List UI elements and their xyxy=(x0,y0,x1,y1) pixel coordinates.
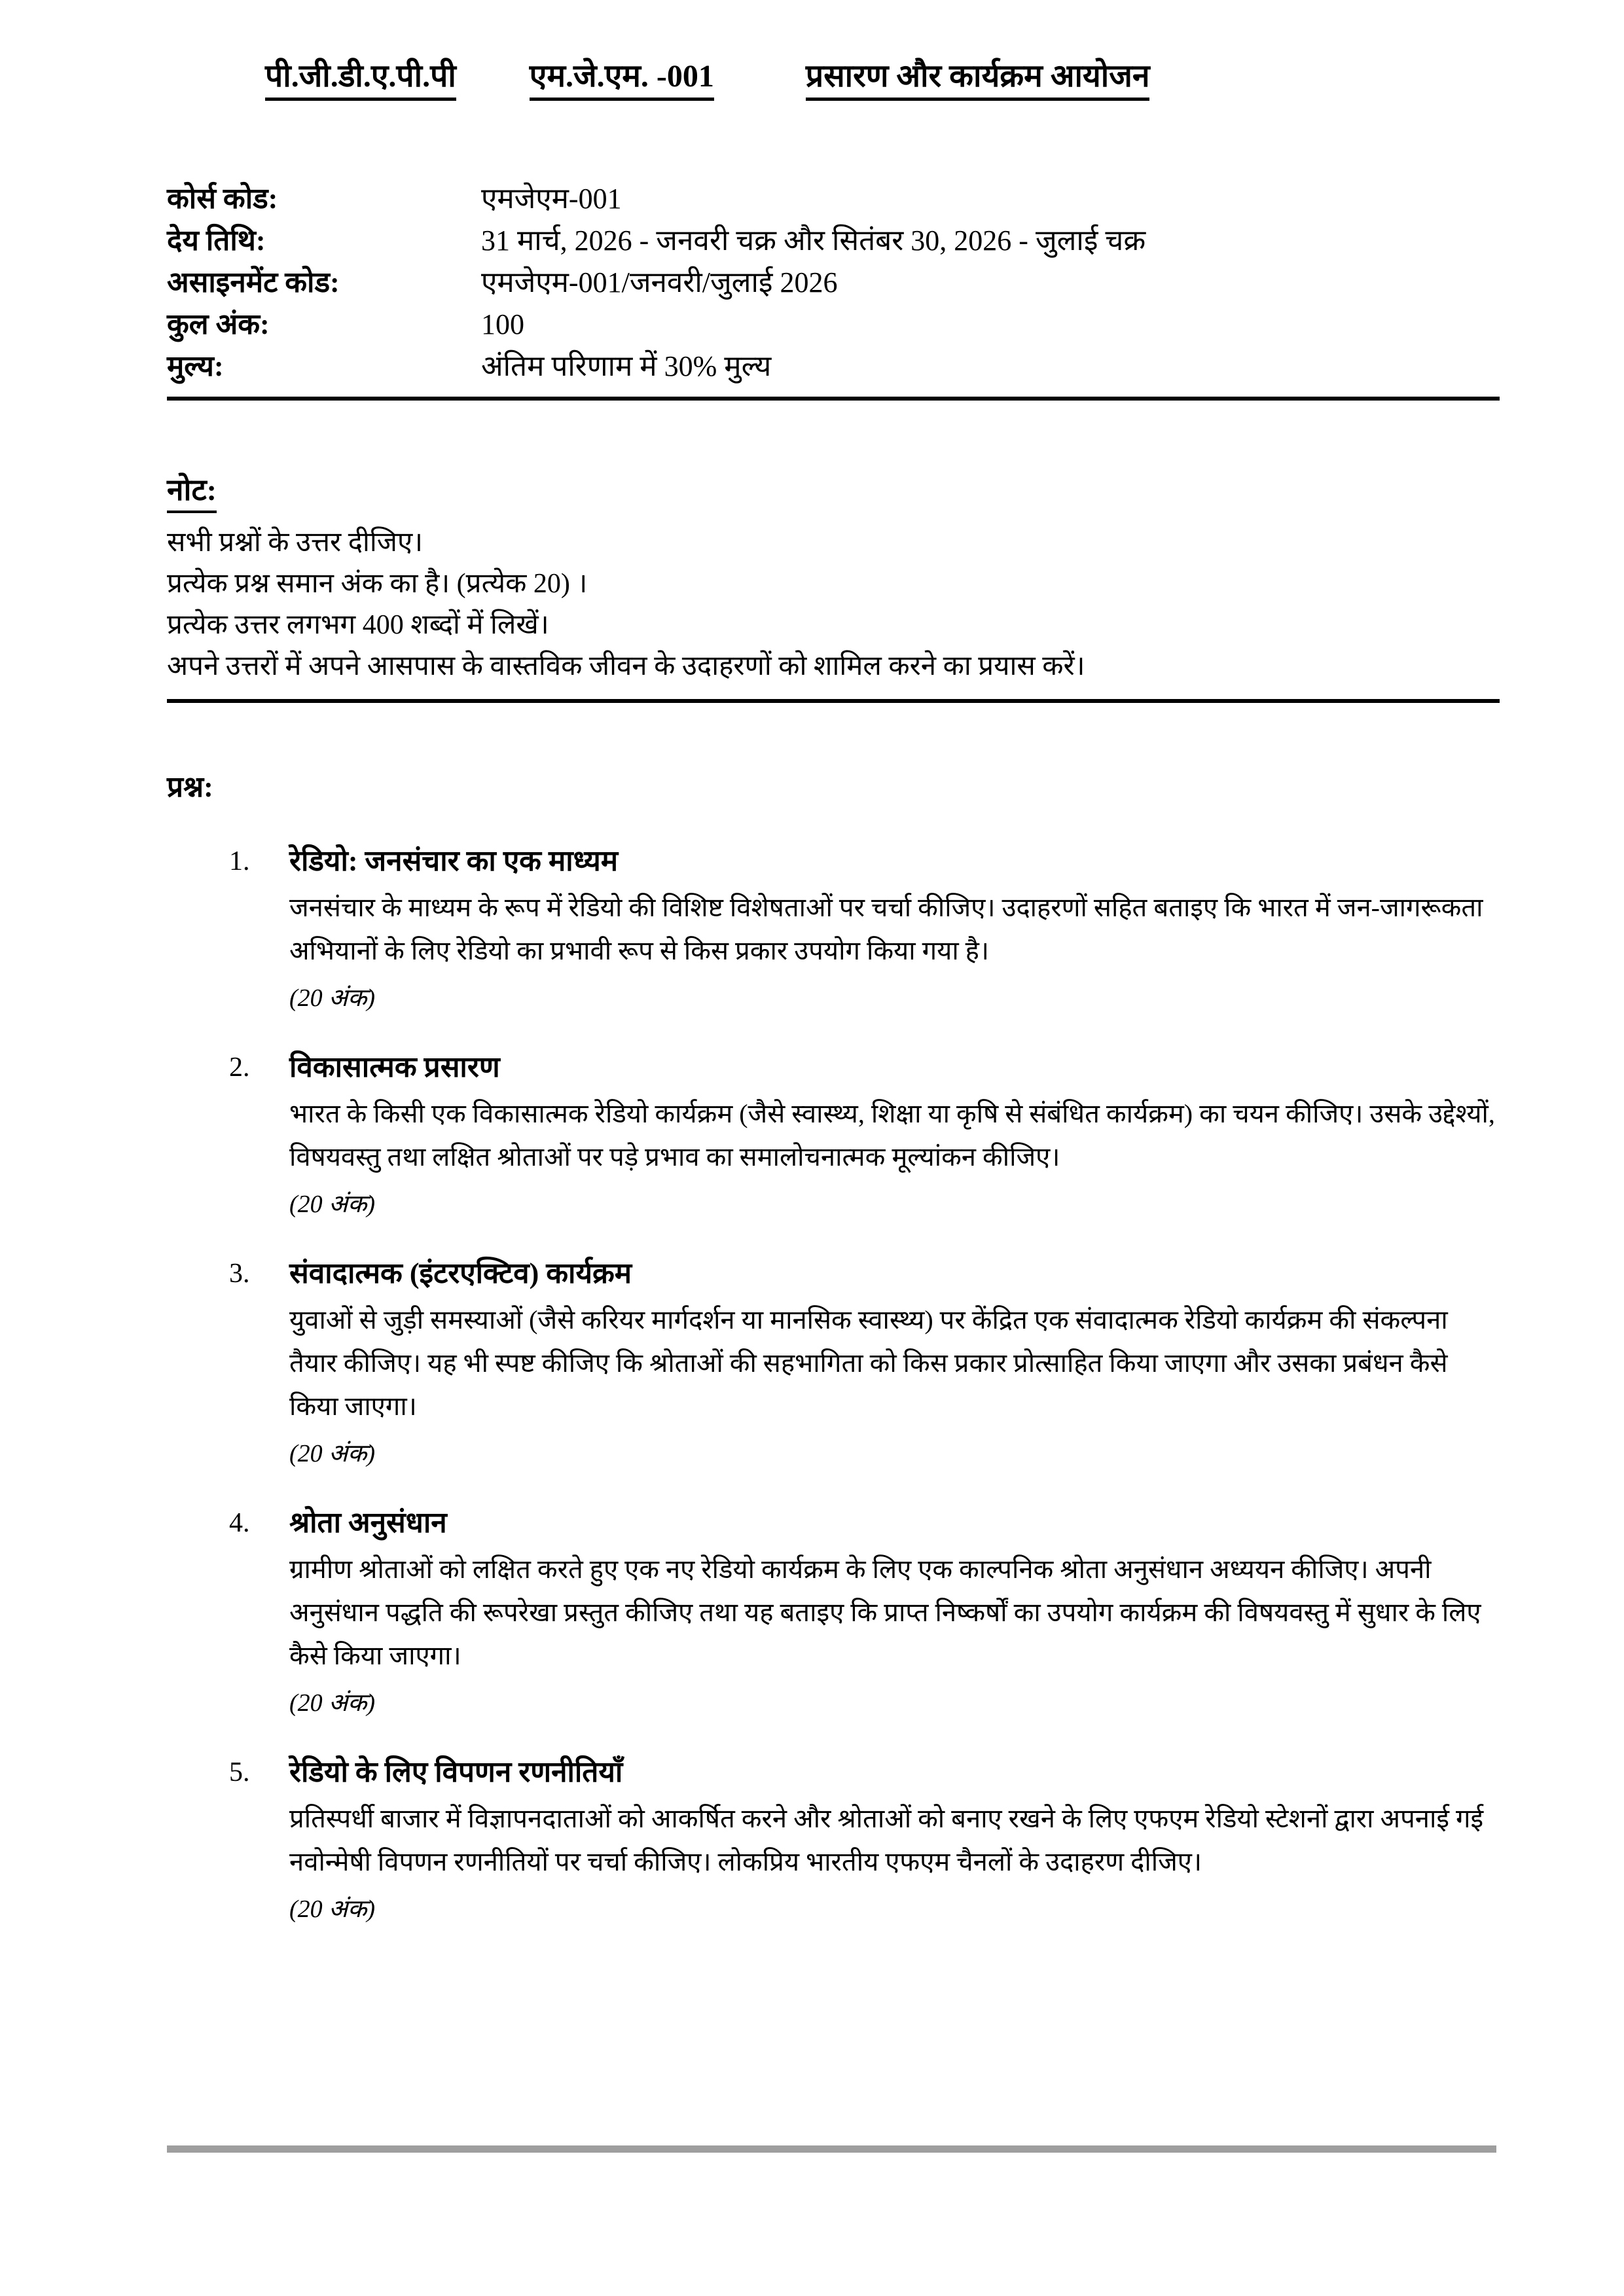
question-body: युवाओं से जुड़ी समस्याओं (जैसे करियर मार्गदर्शन या मानसिक स्वास्थ्य) पर केंद्रित एक संवादात्मक रेडियो कार्यक्रम की संकल्पना तैयार कीजिए। यह भी स्पष्ट कीजिए कि श्रोताओं की सहभागिता को किस प्रकार प्रोत्साहित किया जाएगा और उसका प्रबंधन कैसे किया जाएगा। xyxy=(289,1304,1448,1421)
question-content xyxy=(289,1753,1500,1928)
question-number: 4. xyxy=(229,1507,250,1538)
note-section xyxy=(167,469,1500,703)
question-content xyxy=(289,842,1500,1016)
divider-after-note xyxy=(167,699,1500,703)
header-course-code: एम.जे.एम. -001 xyxy=(530,58,714,101)
question-title: रेडियो के लिए विपणन रणनीतियाँ xyxy=(289,1755,623,1788)
info-label-total-marks: कुल अंक: xyxy=(167,308,270,340)
question-list xyxy=(167,842,1500,1928)
info-value-due-date: 31 मार्च, 2026 - जनवरी चक्र और सितंबर 30, 2026 - जुलाई चक्र xyxy=(481,224,1146,257)
question-item-4 xyxy=(229,1503,1500,1721)
question-content xyxy=(289,1048,1500,1223)
question-title: संवादात्मक (इंटरएक्टिव) कार्यक्रम xyxy=(289,1257,632,1289)
question-marks: (20 अंक) xyxy=(289,984,376,1012)
info-label-course-code: कोर्स कोड: xyxy=(167,182,278,215)
question-marks: (20 अंक) xyxy=(289,1689,376,1717)
question-title: रेडियो: जनसंचार का एक माध्यम xyxy=(289,844,619,877)
question-body: प्रतिस्पर्धी बाजार में विज्ञापनदाताओं को आकर्षित करने और श्रोताओं को बनाए रखने के लिए एफएम रेडियो स्टेशनों द्वारा अपनाई गई नवोन्मेषी विपणन रणनीतियों पर चर्चा कीजिए। लोकप्रिय भारतीय एफएम चैनलों के उदाहरण दीजिए। xyxy=(289,1803,1484,1876)
info-value-weightage: अंतिम परिणाम में 30% मुल्य xyxy=(481,350,772,382)
question-marks: (20 अंक) xyxy=(289,1895,376,1923)
course-info-table xyxy=(167,178,1500,387)
question-content xyxy=(289,1503,1500,1721)
footer-divider xyxy=(167,2145,1496,2153)
question-item-2 xyxy=(229,1048,1500,1223)
questions-heading: प्रश्न: xyxy=(167,770,213,803)
header-program-title: पी.जी.डी.ए.पी.पी xyxy=(265,58,456,101)
question-marks: (20 अंक) xyxy=(289,1439,376,1467)
info-label-due-date: देय तिथि: xyxy=(167,224,266,257)
question-number: 2. xyxy=(229,1052,250,1083)
info-value-course-code: एमजेएम-001 xyxy=(481,182,622,215)
question-marks: (20 अंक) xyxy=(289,1190,376,1218)
question-item-3 xyxy=(229,1254,1500,1472)
info-value-total-marks: 100 xyxy=(481,308,524,340)
question-item-5 xyxy=(229,1753,1500,1928)
divider-after-course-info xyxy=(167,397,1500,401)
info-value-assignment-code: एमजेएम-001/जनवरी/जुलाई 2026 xyxy=(481,266,838,298)
question-number: 3. xyxy=(229,1258,250,1289)
note-line-1: सभी प्रश्नों के उत्तर दीजिए। xyxy=(167,527,424,558)
note-line-2: प्रत्येक प्रश्न समान अंक का है। (प्रत्येक 20) । xyxy=(167,568,588,599)
note-line-3: प्रत्येक उत्तर लगभग 400 शब्दों में लिखें। xyxy=(167,609,549,640)
note-line-4: अपने उत्तरों में अपने आसपास के वास्तविक जीवन के उदाहरणों को शामिल करने का प्रयास करें। xyxy=(167,651,1085,681)
header-course-title: प्रसारण और कार्यक्रम आयोजन xyxy=(806,58,1150,101)
question-item-1 xyxy=(229,842,1500,1016)
question-body: भारत के किसी एक विकासात्मक रेडियो कार्यक्रम (जैसे स्वास्थ्य, शिक्षा या कृषि से संबंधित कार्यक्रम) का चयन कीजिए। उसके उद्देश्यों, विषयवस्तु तथा लक्षित श्रोताओं पर पड़े प्रभाव का समालोचनात्मक मूल्यांकन कीजिए। xyxy=(289,1098,1495,1172)
page-header xyxy=(167,58,1500,101)
question-body: जनसंचार के माध्यम के रूप में रेडियो की विशिष्ट विशेषताओं पर चर्चा कीजिए। उदाहरणों सहित बताइए कि भारत में जन-जागरूकता अभियानों के लिए रेडियो का प्रभावी रूप से किस प्रकार उपयोग किया गया है। xyxy=(289,892,1483,965)
question-title: विकासात्मक प्रसारण xyxy=(289,1050,500,1083)
note-heading: नोट: xyxy=(167,469,217,513)
question-title: श्रोता अनुसंधान xyxy=(289,1506,447,1539)
question-content xyxy=(289,1254,1500,1472)
question-number: 1. xyxy=(229,846,250,876)
info-label-assignment-code: असाइनमेंट कोड: xyxy=(167,266,340,298)
question-number: 5. xyxy=(229,1757,250,1787)
question-body: ग्रामीण श्रोताओं को लक्षित करते हुए एक नए रेडियो कार्यक्रम के लिए एक काल्पनिक श्रोता अनुसंधान अध्ययन कीजिए। अपनी अनुसंधान पद्धति की रूपरेखा प्रस्तुत कीजिए तथा यह बताइए कि प्राप्त निष्कर्षों का उपयोग कार्यक्रम की विषयवस्तु में सुधार के लिए कैसे किया जाएगा। xyxy=(289,1554,1481,1670)
info-label-weightage: मुल्य: xyxy=(167,350,224,382)
